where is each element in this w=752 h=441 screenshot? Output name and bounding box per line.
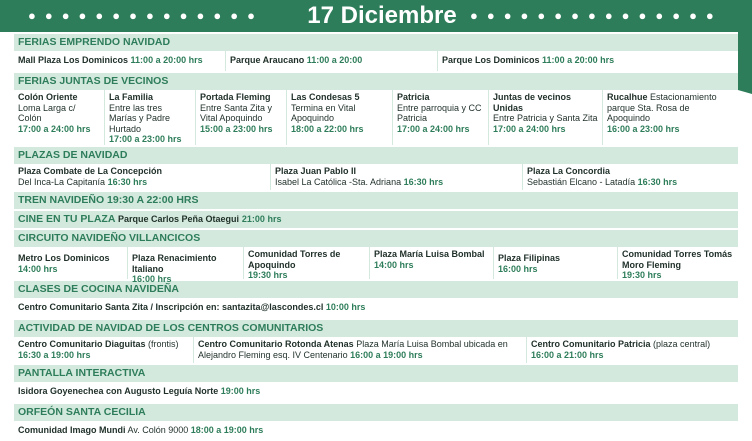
list-item: Plaza Juan Pablo II Isabel La Católica -Sta. Adriana 16:30 hrs: [271, 164, 523, 190]
list-item: Comunidad Torres Tomás Moro Fleming 19:30 hrs: [622, 249, 733, 280]
section-title-pantalla: PANTALLA INTERACTIVA: [14, 363, 738, 382]
dots-decoration-left: ●●●●●●●●●●●●●●: [28, 8, 264, 23]
list-item: Patricia Entre parroquia y CC Patricia 17:00 a 24:00 hrs: [393, 90, 489, 145]
section-title-centros: ACTIVIDAD DE NAVIDAD DE LOS CENTROS COMUNITARIOS: [14, 318, 738, 337]
circuito-row: [14, 247, 738, 284]
list-item: Las Condesas 5 Termina en Vital Apoquindo 18:00 a 22:00 hrs: [287, 90, 393, 145]
section-title-orfeon: ORFEÓN SANTA CECILIA: [14, 402, 738, 421]
orfeon-row: [14, 421, 738, 441]
list-item: Parque Los Dominicos 11:00 a 20:00 hrs: [442, 55, 615, 65]
juntas-row: [14, 90, 738, 145]
pantalla-row: [14, 382, 738, 402]
list-item: Rucalhue Estacionamiento parque Sta. Rosa de Apoquindo 16:00 a 23:00 hrs: [607, 92, 717, 134]
section-title-circuito: CIRCUITO NAVIDEÑO VILLANCICOS: [14, 228, 738, 247]
page-title: 17 Diciembre: [307, 2, 457, 29]
dots-decoration-right: ●●●●●●●●●●●●●●●: [470, 8, 723, 23]
section-title-plazas: PLAZAS DE NAVIDAD: [14, 145, 738, 164]
emprendo-row: [14, 51, 738, 71]
list-item: Metro Los Dominicos 14:00 hrs: [14, 247, 128, 279]
date-header: [0, 0, 752, 32]
list-item: Centro Comunitario Patricia (plaza central) 16:00 a 21:00 hrs: [531, 339, 711, 360]
list-item: Colón Oriente Loma Larga c/ Colón 17:00 a 24:00 hrs: [14, 90, 105, 145]
list-item: Plaza Renacimiento Italiano 16:00 hrs: [128, 247, 244, 279]
list-item: Plaza La Concordia Sebastián Elcano - Latadía 16:30 hrs: [527, 166, 678, 187]
list-item: Comunidad Torres de Apoquindo 19:30 hrs: [244, 247, 370, 279]
list-item: Comunidad Imago Mundi Av. Colón 9000 18:00 a 19:00 hrs: [18, 425, 264, 435]
list-item: Isidora Goyenechea con Augusto Leguía Norte 19:00 hrs: [18, 386, 261, 396]
plazas-row: [14, 164, 738, 190]
cocina-row: [14, 298, 738, 318]
list-item: Plaza Filipinas 16:00 hrs: [494, 247, 618, 279]
list-item: Parque Araucano 11:00 a 20:00: [226, 51, 438, 71]
centros-row: [14, 337, 738, 363]
section-title-juntas: FERIAS JUNTAS DE VECINOS: [14, 71, 738, 90]
list-item: Juntas de vecinos Unidas Entre Patricia y Santa Zita 17:00 a 24:00 hrs: [489, 90, 603, 145]
list-item: Plaza Combate de La Concepción Del Inca-La Capitanía 16:30 hrs: [14, 164, 271, 190]
list-item: La Familia Entre las tres Marías y Padre Hurtado 17:00 a 23:00 hrs: [105, 90, 196, 145]
list-item: Centro Comunitario Rotonda Atenas Plaza María Luisa Bombal ubicada en Alejandro Fleming esq. IV Centenario 16:00 a 19:00 hrs: [194, 337, 527, 363]
list-item: Centro Comunitario Diaguitas (frontis) 16:30 a 19:00 hrs: [14, 337, 194, 363]
list-item: Portada Fleming Entre Santa Zita y Vital Apoquindo 15:00 a 23:00 hrs: [196, 90, 287, 145]
section-title-emprendo: FERIAS EMPRENDO NAVIDAD: [14, 32, 738, 51]
section-title-tren: TREN NAVIDEÑO 19:30 A 22:00 HRS: [14, 190, 738, 209]
list-item: Mall Plaza Los Dominicos 11:00 a 20:00 hrs: [14, 51, 226, 71]
section-cine: CINE EN TU PLAZA Parque Carlos Peña Otaegui 21:00 hrs: [14, 209, 738, 228]
schedule: [14, 32, 738, 441]
section-title-cocina: CLASES DE COCINA NAVIDEÑA: [14, 279, 738, 298]
list-item: Centro Comunitario Santa Zita / Inscripción en: santazita@lascondes.cl 10:00 hrs: [18, 302, 366, 312]
list-item: Plaza María Luisa Bombal 14:00 hrs: [370, 247, 494, 279]
